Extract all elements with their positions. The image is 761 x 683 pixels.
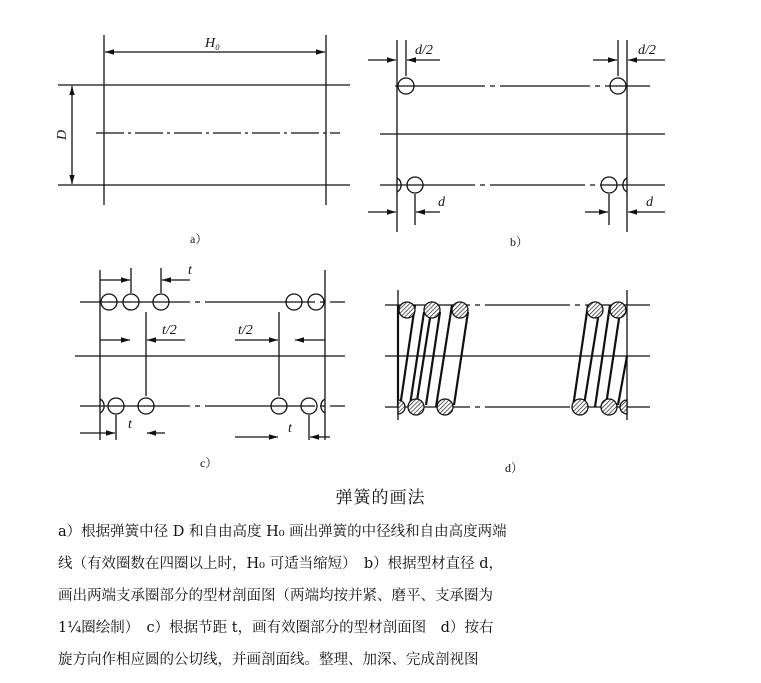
hatched-half-bottom-left [398, 400, 405, 414]
d-left-label: d [438, 195, 445, 210]
caption-title: 弹簧的画法 [335, 488, 426, 508]
half-pitch-left-label: t/2 [162, 323, 177, 338]
hatched-section-top-3 [452, 302, 468, 318]
caption-line: 旋方向作相应圆的公切线，并画剖面线。整理、加深、完成剖视图 [58, 652, 479, 668]
panel-d [385, 290, 650, 420]
caption-line: 线（有效圈数在四圈以上时，H₀ 可适当缩短） b）根据型材直径 d， [58, 556, 503, 572]
hatched-section-top-5 [610, 302, 626, 318]
hatched-half-bottom-right [620, 400, 627, 414]
d-right-label: d [646, 195, 653, 210]
panel-d-label: d） [505, 461, 524, 475]
pitch-top-label: t [188, 263, 192, 278]
panel-a-label: a） [190, 232, 208, 246]
hatched-section-bottom-3 [572, 399, 588, 415]
panel-a [58, 35, 350, 205]
hatched-section-bottom-2 [437, 399, 453, 415]
hatched-section-top-4 [587, 302, 603, 318]
panel-b-label: b） [510, 235, 529, 249]
half-pitch-right-label: t/2 [238, 323, 253, 338]
caption-line: 1¼圈绘制） c）根据节距 t，画有效圈部分的型材剖面图 d）按右 [58, 620, 494, 636]
panel-c [75, 268, 345, 440]
caption-line: 画出两端支承圈部分的型材剖面图（两端均按并紧、磨平、支承圈为 [58, 588, 493, 604]
pitch-bottom-right-label: t [288, 421, 292, 436]
d2-right-label: d/2 [638, 43, 656, 58]
hatched-section-top-2 [424, 302, 440, 318]
panel-c-label: c） [200, 456, 218, 470]
hatched-section-bottom-4 [601, 399, 617, 415]
panel-b [368, 40, 665, 232]
caption-line: a）根据弹簧中径 D 和自由高度 H₀ 画出弹簧的中径线和自由高度两端 [58, 524, 507, 540]
pitch-bottom-left-label: t [128, 417, 132, 432]
h0-label: H₀ [205, 36, 220, 51]
hatched-section-bottom-1 [408, 399, 424, 415]
hatched-section-top-1 [399, 302, 415, 318]
caption-body [58, 516, 718, 676]
d-label: D [55, 129, 70, 140]
d2-left-label: d/2 [415, 43, 433, 58]
